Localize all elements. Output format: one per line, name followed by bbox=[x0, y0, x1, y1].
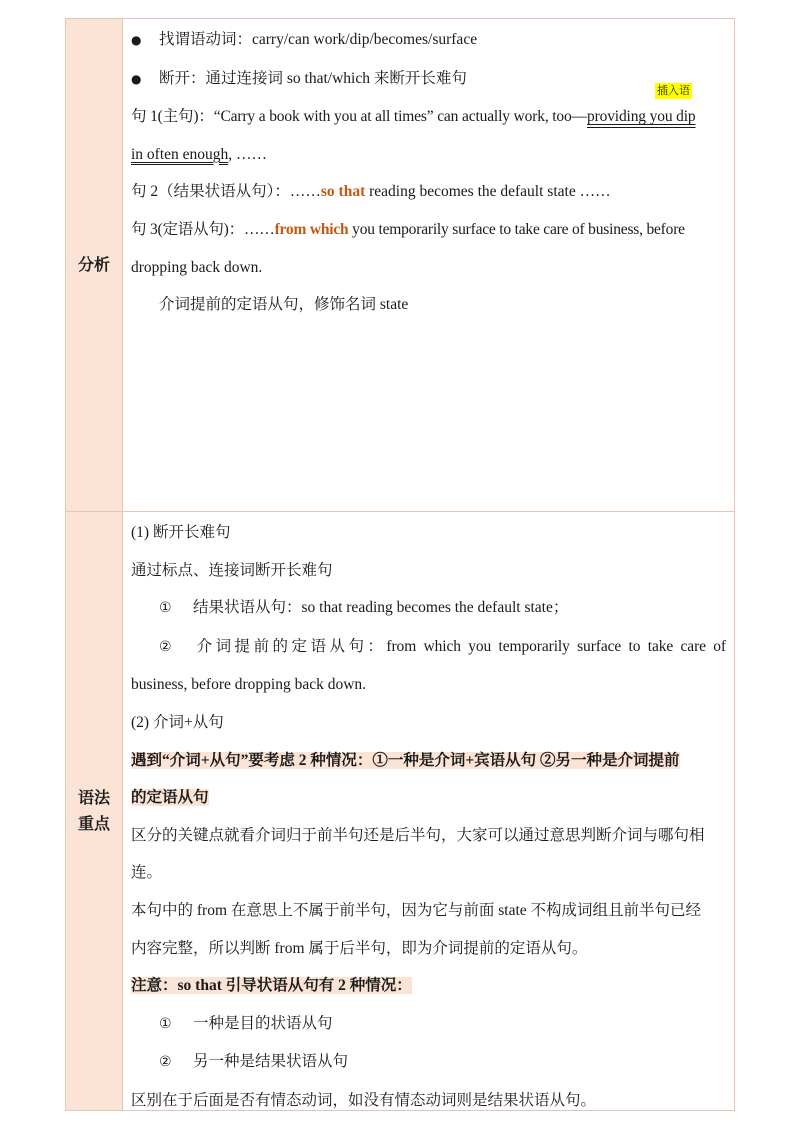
heading-2: (2) 介词+从句 bbox=[131, 713, 224, 731]
heading-1: (1) 断开长难句 bbox=[131, 524, 231, 541]
list-item-3: ① 一种是目的状语从句 bbox=[159, 1014, 333, 1032]
bullet-verbs: ● 找谓语动词：carry/can work/dip/becomes/surface bbox=[131, 21, 726, 60]
analysis-row bbox=[66, 19, 734, 511]
keyword-so-that: so that bbox=[320, 183, 366, 201]
paragraph-1: 通过标点、连接词断开长难句 bbox=[131, 561, 333, 579]
grammar-label: 语法 重点 bbox=[66, 512, 123, 1110]
analysis-content bbox=[123, 19, 734, 511]
bullet-split: ● 断开：通过连接词 so that/which 来断开长难句 bbox=[131, 60, 726, 99]
analysis-table bbox=[65, 18, 735, 1111]
analysis-label: 分析 bbox=[66, 19, 123, 511]
underlined-phrase-cont: in often enough bbox=[131, 145, 229, 163]
paragraph-3-cont: 内容完整，所以判断 from 属于后半句，即为介词提前的定语从句。 bbox=[131, 939, 588, 957]
paragraph-2-cont: 连。 bbox=[131, 864, 163, 882]
sentence-3-note: 介词提前的定语从句，修饰名词 state bbox=[159, 296, 409, 314]
list-item-2-cont: business, before dropping back down. bbox=[131, 676, 367, 694]
bullet-dot-icon: ● bbox=[131, 33, 142, 47]
list-item-4: ② 另一种是结果状语从句 bbox=[159, 1053, 349, 1071]
sentence-1-cont: in often enough, …… bbox=[131, 145, 268, 163]
sentence-3-cont: dropping back down. bbox=[131, 258, 263, 276]
bold-note-2: 注意：so that 引导状语从句有 2 种情况： bbox=[131, 977, 412, 995]
paragraph-3: 本句中的 from 在意思上不属于前半句，因为它与前面 state 不构成词组且前半句已经 bbox=[131, 901, 702, 919]
paragraph-4: 区别在于后面是否有情态动词，如没有情态动词则是结果状语从句。 bbox=[131, 1091, 597, 1109]
bold-note-1: 遇到“介词+从句”要考虑 2 种情况：①一种是介词+宾语从句 ②另一种是介词提前 bbox=[131, 751, 680, 769]
bullet-dot-icon: ● bbox=[131, 71, 142, 86]
list-item-2: ② 介词提前的定语从句：from which you temporarily surface to take care of bbox=[159, 637, 726, 655]
sentence-1: 句 1(主句)：“Carry a book with you at all times” can actually work, too—providing you dip bbox=[131, 108, 696, 126]
grammar-content bbox=[123, 512, 734, 1110]
list-item-1: ① 结果状语从句：so that reading becomes the default state； bbox=[159, 599, 569, 617]
underlined-phrase: providing you dip bbox=[586, 108, 696, 126]
bold-note-1-cont: 的定语从句 bbox=[131, 789, 209, 807]
sentence-3: 句 3(定语从句)：……from which you temporarily surface to take care of business, before bbox=[131, 220, 685, 238]
keyword-from-which: from which bbox=[274, 220, 349, 238]
parenthetical-tag: 插入语 bbox=[657, 84, 690, 97]
grammar-row bbox=[66, 511, 734, 1110]
sentence-2: 句 2（结果状语从句）：……so that reading becomes the default state …… bbox=[131, 183, 611, 201]
paragraph-2: 区分的关键点就看介词归于前半句还是后半句，大家可以通过意思判断介词与哪句相 bbox=[131, 826, 705, 844]
